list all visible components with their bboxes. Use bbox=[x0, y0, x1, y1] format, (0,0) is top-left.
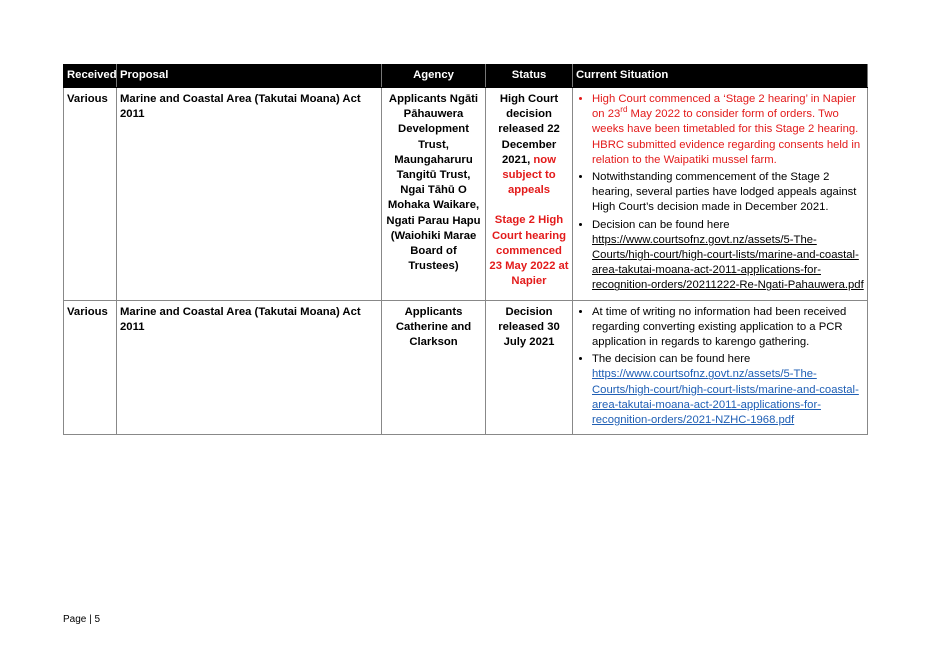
agency-cell: Applicants Ngāti Pāhauwera Development Trust, Maungaharuru Tangitū Trust, Ngai Tāhū O Mohaka Waikare, Ngati Parau Hapu (Waiohiki Marae Board of Trustees) bbox=[382, 88, 486, 301]
received-cell: Various bbox=[64, 88, 117, 301]
page-number: Page | 5 bbox=[63, 614, 101, 625]
header-status: Status bbox=[486, 65, 573, 88]
decision-link[interactable]: https://www.courtsofnz.govt.nz/assets/5-The-Courts/high-court/high-court-lists/marine-and-coastal-area-takutai-moana-act-2011-applications-for-recognition-orders/2021-NZHC-1968.pdf bbox=[592, 368, 859, 427]
situation-list bbox=[576, 305, 864, 429]
header-agency: Agency bbox=[382, 65, 486, 88]
agency-cell: Applicants Catherine and Clarkson bbox=[382, 300, 486, 435]
received-cell: Various bbox=[64, 300, 117, 435]
status-appeal-text: now subject to appeals bbox=[502, 153, 556, 197]
status-hearing-text: Stage 2 High Court hearing commenced 23 May 2022 at Napier bbox=[489, 214, 569, 288]
status-text: High Court decision released 22 December 2021, bbox=[498, 93, 560, 166]
situation-item: • Notwithstanding commencement of the Stage 2 hearing, several parties have lodged appeals against High Court’s decision made in December 2021. bbox=[592, 170, 864, 216]
current-situation-cell bbox=[573, 300, 868, 435]
current-situation-cell bbox=[573, 88, 868, 301]
status-cell: Decision released 30 July 2021 bbox=[486, 300, 573, 435]
table-row bbox=[64, 300, 868, 435]
table-header-row bbox=[64, 65, 868, 88]
header-proposal: Proposal bbox=[117, 65, 382, 88]
proposal-cell: Marine and Coastal Area (Takutai Moana) Act 2011 bbox=[117, 300, 382, 435]
proposal-cell: Marine and Coastal Area (Takutai Moana) Act 2011 bbox=[117, 88, 382, 301]
situation-item: • The decision can be found here https://www.courtsofnz.govt.nz/assets/5-The-Courts/high-court/high-court-lists/marine-and-coastal-area-takutai-moana-act-2011-applications-for-recognition-orders/2021-NZHC-1968.pdf bbox=[592, 352, 864, 428]
situation-item: • At time of writing no information had been received regarding converting existing application to a PCR application in regards to karengo gathering. bbox=[592, 305, 864, 351]
header-current-situation: Current Situation bbox=[573, 65, 868, 88]
status-cell bbox=[486, 88, 573, 301]
planning-status-table bbox=[63, 64, 868, 435]
situation-item: • High Court commenced a ‘Stage 2 hearing’ in Napier on 23rd May 2022 to consider form of orders. Two weeks have been timetabled for this Stage 2 hearing. HBRC submitted evidence regarding consents held in relation to the Waipatiki mussel farm. bbox=[592, 92, 864, 168]
decision-link[interactable]: https://www.courtsofnz.govt.nz/assets/5-The-Courts/high-court/high-court-lists/marine-and-coastal-area-takutai-moana-act-2011-applications-for-recognition-orders/20211222-Re-Ngati-Pahauwera.pdf bbox=[592, 233, 864, 292]
situation-item: • Decision can be found here https://www.courtsofnz.govt.nz/assets/5-The-Courts/high-court/high-court-lists/marine-and-coastal-area-takutai-moana-act-2011-applications-for-recognition-orders/20211222-Re-Ngati-Pahauwera.pdf bbox=[592, 218, 864, 294]
table-row bbox=[64, 88, 868, 301]
header-received: Received bbox=[64, 65, 117, 88]
situation-list bbox=[576, 92, 864, 294]
